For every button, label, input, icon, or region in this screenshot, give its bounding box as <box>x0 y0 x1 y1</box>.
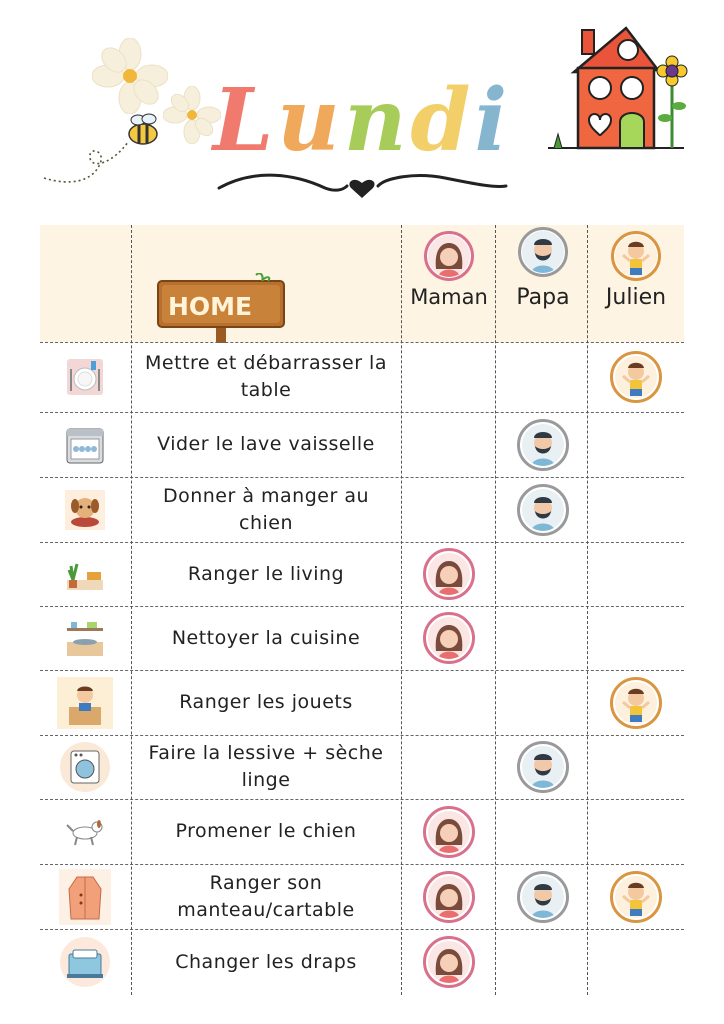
title-letter: n <box>343 70 411 171</box>
dog-walk-icon <box>40 799 130 864</box>
column-divider <box>401 225 402 995</box>
assignment-maman <box>402 799 496 864</box>
papa-avatar <box>517 419 569 471</box>
maman-avatar <box>423 936 475 988</box>
julien-avatar <box>610 351 662 403</box>
julien-avatar <box>611 231 661 281</box>
header-avatar-julien <box>588 231 684 281</box>
maman-avatar <box>423 548 475 600</box>
home-sign-label: HOME <box>168 292 253 321</box>
julien-avatar <box>610 677 662 729</box>
heart-divider-icon <box>215 168 510 204</box>
task-label: Mettre et débarrasser la table <box>145 352 387 401</box>
column-divider <box>495 225 496 995</box>
maman-avatar <box>423 612 475 664</box>
papa-avatar <box>517 484 569 536</box>
toy-box-icon <box>40 670 130 735</box>
home-sign-icon <box>156 273 288 343</box>
assignment-julien <box>588 670 684 735</box>
papa-avatar <box>518 227 568 277</box>
title-letter: u <box>277 70 344 171</box>
title-letter: d <box>410 70 475 171</box>
bed-icon <box>40 929 130 995</box>
house-icon <box>544 22 689 152</box>
title-letter: i <box>474 70 512 171</box>
header-name-julien: Julien <box>605 285 667 310</box>
task-label: Faire la lessive + sèche linge <box>148 742 384 791</box>
task-label: Promener le chien <box>175 820 357 842</box>
task-label: Ranger les jouets <box>179 691 353 713</box>
assignment-maman <box>402 929 496 995</box>
title-letter: L <box>212 70 278 171</box>
living-room-icon <box>40 542 130 606</box>
table-setting-icon <box>40 342 130 412</box>
maman-avatar <box>424 231 474 281</box>
julien-avatar <box>610 871 662 923</box>
papa-avatar <box>517 741 569 793</box>
assignment-maman <box>402 542 496 606</box>
maman-avatar <box>423 871 475 923</box>
papa-avatar <box>517 871 569 923</box>
assignment-julien <box>588 864 684 929</box>
assignment-papa <box>496 477 590 542</box>
task-label: Donner à manger au chien <box>162 484 370 534</box>
washing-machine-icon <box>40 735 130 799</box>
column-divider <box>587 225 588 995</box>
assignment-papa <box>496 864 590 929</box>
header-avatar-maman <box>402 231 496 281</box>
assignment-maman <box>402 606 496 670</box>
header-name-papa: Papa <box>516 285 570 310</box>
assignment-papa <box>496 412 590 477</box>
coat-icon <box>40 864 130 929</box>
task-label: Changer les draps <box>175 950 357 973</box>
dishwasher-icon <box>40 412 130 477</box>
assignment-julien <box>588 342 684 412</box>
column-divider <box>131 225 132 995</box>
kitchen-icon <box>40 606 130 670</box>
header-avatar-papa <box>496 227 590 277</box>
task-label: Ranger le living <box>187 562 345 585</box>
maman-avatar <box>423 806 475 858</box>
task-label: Nettoyer la cuisine <box>171 626 361 649</box>
header-name-maman: Maman <box>410 285 488 309</box>
task-label: Vider le lave vaisselle <box>157 433 375 455</box>
dog-bowl-icon <box>40 477 130 542</box>
task-label: Ranger son manteau/cartable <box>177 871 355 921</box>
assignment-maman <box>402 864 496 929</box>
assignment-papa <box>496 735 590 799</box>
